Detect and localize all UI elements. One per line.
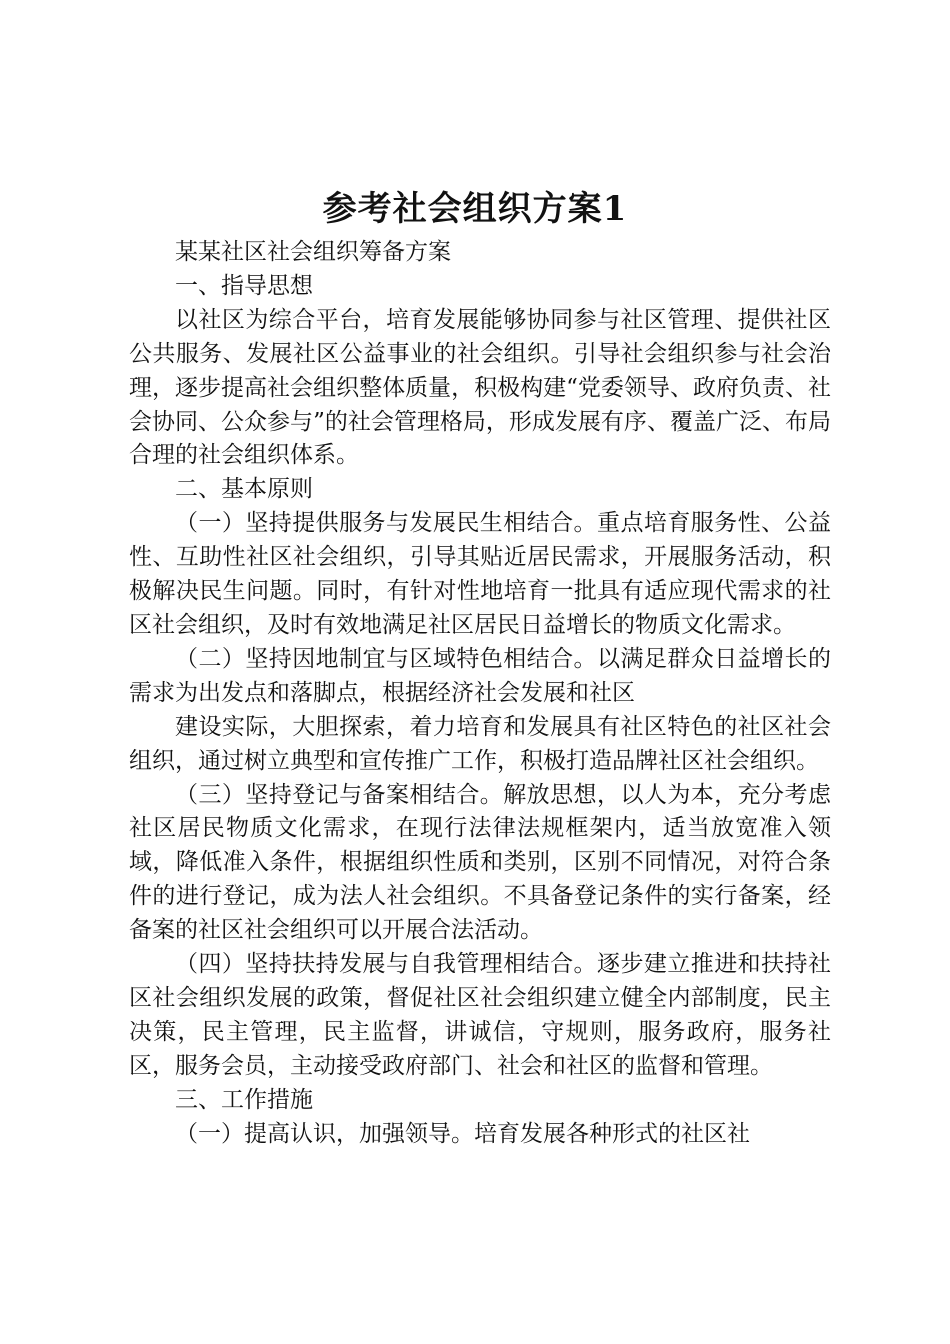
paragraph-plan-name: 某某社区社会组织筹备方案	[175, 239, 451, 265]
paragraph: （二）坚持因地制宜与区域特色相结合。以满足群众日益增长的需求为出发点和落脚点，根据经济社会发展和社区	[129, 645, 831, 706]
document-body	[129, 236, 831, 1151]
heading-guiding-ideology: 一、指导思想	[175, 272, 313, 299]
paragraph: 以社区为综合平台，培育发展能够协同参与社区管理、提供社区公共服务、发展社区公益事业的社会组织。引导社会组织参与社会治理，逐步提高社会组织整体质量，积极构建“党委领导、政府负责、社会协同、公众参与”的社会管理格局，形成发展有序、覆盖广泛、布局合理的社会组织体系。	[129, 306, 831, 469]
paragraph: （三）坚持登记与备案相结合。解放思想，以人为本，充分考虑社区居民物质文化需求，在现行法律法规框架内，适当放宽准入领域，降低准入条件，根据组织性质和类别，区别不同情况，对符合条件的进行登记，成为法人社会组织。不具备登记条件的实行备案，经备案的社区社会组织可以开展合法活动。	[129, 781, 831, 944]
paragraph: （一）坚持提供服务与发展民生相结合。重点培育服务性、公益性、互助性社区社会组织，引导其贴近居民需求，开展服务活动，积极解决民生问题。同时，有针对性地培育一批具有适应现代需求的社区社会组织，及时有效地满足社区居民日益增长的物质文化需求。	[129, 510, 831, 638]
document-title: 参考社会组织方案1	[322, 189, 628, 229]
heading-basic-principles: 二、基本原则	[175, 476, 313, 503]
paragraph: 建设实际，大胆探索，着力培育和发展具有社区特色的社区社会组织，通过树立典型和宣传推广工作，积极打造品牌社区社会组织。	[129, 713, 831, 774]
paragraph: （四）坚持扶持发展与自我管理相结合。逐步建立推进和扶持社区社会组织发展的政策，督促社区社会组织建立健全内部制度，民主决策，民主管理，民主监督，讲诚信，守规则，服务政府，服务社区，服务会员，主动接受政府部门、社会和社区的监督和管理。	[129, 951, 831, 1079]
heading-work-measures: 三、工作措施	[175, 1086, 313, 1113]
paragraph: （一）提高认识，加强领导。培育发展各种形式的社区社	[175, 1120, 750, 1147]
